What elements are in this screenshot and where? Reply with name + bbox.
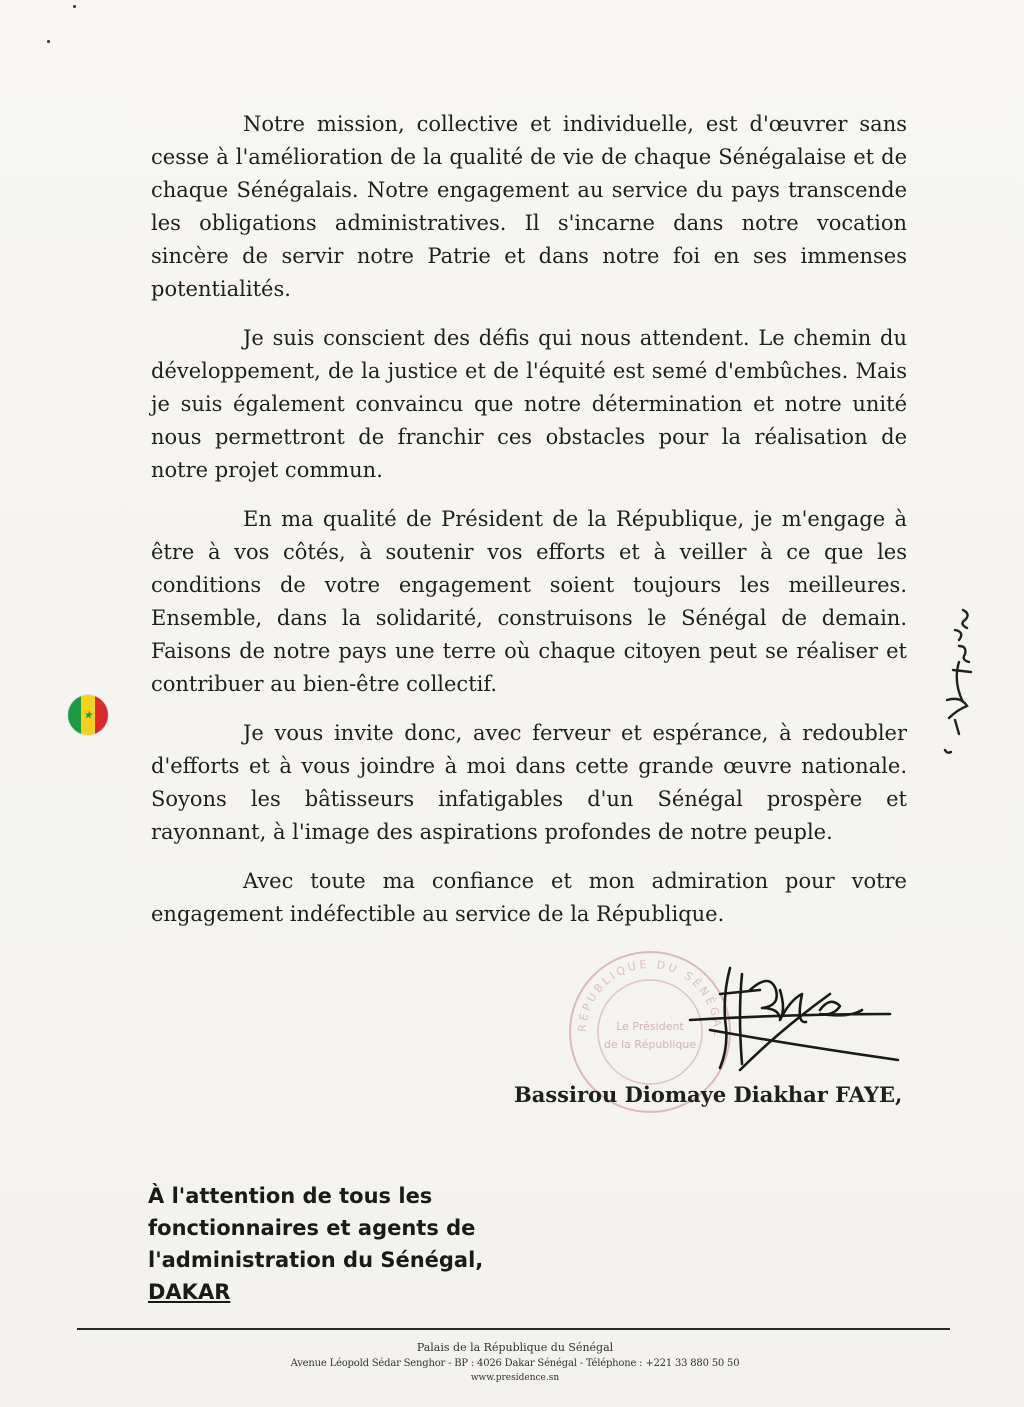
paragraph-commitment: En ma qualité de Président de la République, je m'engage à être à vos côtés, à soutenir vos efforts et à veiller à ce que les conditions de votre engagement soient toujours les meilleures. Ensemble, dans la solidarité, construisons le Sénégal de demain. Faisons de notre pays une terre où chaque citoyen peut se réaliser et contribuer au bien-être collectif. — [151, 507, 907, 696]
address-line-3: l'administration du Sénégal, — [148, 1248, 484, 1272]
address-line-1: À l'attention de tous les — [148, 1184, 433, 1208]
paragraph-closing: Avec toute ma confiance et mon admiration pour votre engagement indéfectible au service de la République. — [151, 869, 907, 926]
paragraph-mission: Notre mission, collective et individuelle, est d'œuvrer sans cesse à l'amélioration de la qualité de vie de chaque Sénégalaise et de chaque Sénégalais. Notre engagement au service du pays transcende les obligations administratives. Il s'incarne dans notre vocation sincère de servir notre Patrie et dans notre foi en ses immenses potentialités. — [151, 112, 907, 301]
letterhead-footer — [250, 1340, 780, 1385]
stamp-center-line-1: Le Président — [616, 1020, 684, 1033]
recipient-address — [148, 1180, 568, 1308]
footer-address: Avenue Léopold Sédar Senghor - BP : 4026 Dakar Sénégal - Téléphone : +221 33 880 50 50 — [290, 1358, 740, 1369]
stamp-center-line-2: de la République — [603, 1038, 697, 1051]
paragraph-invitation: Je vous invite donc, avec ferveur et espérance, à redoubler d'efforts et à vous joindre à moi dans cette grande œuvre nationale. Soyons les bâtisseurs infatigables d'un Sénégal prospère et rayonnant, à l'image des aspirations profondes de notre peuple. — [151, 721, 907, 844]
address-city: DAKAR — [148, 1280, 231, 1304]
margin-initials — [925, 600, 985, 780]
scan-speck — [47, 40, 50, 43]
address-line-2: fonctionnaires et agents de — [148, 1216, 476, 1240]
senegal-flag-icon — [68, 695, 108, 735]
signer-name: Bassirou Diomaye Diakhar FAYE, — [514, 1082, 903, 1107]
scan-speck — [73, 5, 76, 8]
star-icon: ★ — [83, 708, 93, 722]
stamp-ring-text: RÉPUBLIQUE DU SÉNÉGAL — [575, 957, 725, 1040]
footer-institution: Palais de la République du Sénégal — [416, 1341, 614, 1354]
footer-divider — [77, 1328, 950, 1330]
footer-website: www.presidence.sn — [470, 1373, 560, 1383]
letter-body — [151, 108, 907, 947]
paragraph-challenges: Je suis conscient des défis qui nous attendent. Le chemin du développement, de la justice et de l'équité est semé d'embûches. Mais je suis également convaincu que notre détermination et notre unité nous permettront de franchir ces obstacles pour la réalisation de notre projet commun. — [151, 326, 907, 482]
handwritten-signature — [680, 960, 900, 1080]
